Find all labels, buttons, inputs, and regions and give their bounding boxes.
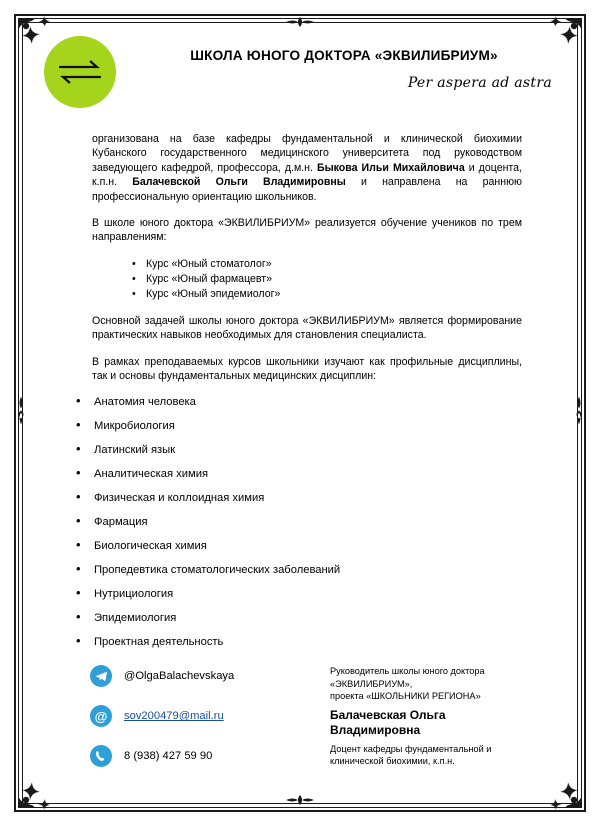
contact-row-phone[interactable] — [90, 743, 320, 769]
list-item: • Анатомия человека — [68, 395, 560, 419]
list-item: • Нутрициология — [68, 587, 560, 611]
contact-row-email[interactable] — [90, 703, 320, 729]
main-task-paragraph: Основной задачей школы юного доктора «ЭКВИЛИБРИУМ» является формирование практических навыков необходимых для становления специалиста. — [92, 314, 522, 342]
contacts-block — [90, 663, 320, 783]
responsible-role-line-1: Руководитель школы юного доктора — [330, 666, 485, 677]
phone-icon — [90, 745, 112, 767]
responsible-block — [320, 663, 560, 783]
intro-part-1: организована на базе кафедры фундаментальной и клинической биохимии Кубанского государственного медицинского университета под руководством заведующего кафедрой, профессора, д.м.н. — [92, 133, 522, 174]
motto-text: Per aspera ad astra — [407, 75, 552, 91]
edge-ornament-icon — [280, 793, 320, 811]
disciplines-intro-paragraph: В рамках преподаваемых курсов школьники изучают как профильные дисциплины, так и основы фундаментальных медицинских дисциплин: — [92, 355, 522, 383]
list-item: • Курс «Юный стоматолог» — [132, 257, 522, 272]
header-text-block — [116, 36, 560, 91]
list-item: • Аналитическая химия — [68, 467, 560, 491]
intro-part-3: и направлена на раннюю профессиональную ориентацию школьников. — [92, 176, 523, 203]
telegram-icon — [90, 665, 112, 687]
list-item: • Курс «Юный фармацевт» — [132, 272, 522, 287]
leader-name-balachevskaya: Балачевской Ольги Владимировны — [132, 176, 346, 189]
leader-name-bykov: Быкова Ильи Михайловича — [316, 161, 465, 174]
responsible-name — [330, 708, 560, 738]
course-list — [92, 257, 522, 302]
list-item: • Физическая и коллоидная химия — [68, 491, 560, 515]
disciplines-wrapper — [40, 395, 560, 659]
edge-ornament-icon — [573, 391, 585, 436]
telegram-handle: @OlgaBalachevskaya — [124, 670, 235, 683]
list-item: • Курс «Юный эпидемиолог» — [132, 287, 522, 302]
list-item: • Латинский язык — [68, 443, 560, 467]
edge-ornament-icon — [280, 15, 320, 33]
responsible-post-line-1: Доцент кафедры фундаментальной и — [330, 744, 492, 755]
responsible-role-line-3: проекта «ШКОЛЬНИКИ РЕГИОНА» — [330, 690, 481, 701]
directions-paragraph: В школе юного доктора «ЭКВИЛИБРИУМ» реализуется обучение учеников по трем направлениям: — [92, 217, 522, 244]
body-area — [40, 132, 560, 383]
email-address[interactable]: sov200479@mail.ru — [124, 710, 224, 723]
equilibrium-arrows-icon — [57, 58, 103, 86]
list-item: • Микробиология — [68, 419, 560, 443]
intro-part-2: и доцента, к.п.н. — [92, 161, 522, 189]
document-content — [40, 32, 560, 794]
intro-paragraph — [92, 132, 522, 204]
disciplines-list — [68, 395, 560, 659]
document-header — [40, 32, 560, 118]
email-icon: @ — [90, 705, 112, 727]
list-item: • Эпидемиология — [68, 611, 560, 635]
list-item: • Пропедевтика стоматологических заболеваний — [68, 563, 560, 587]
school-logo — [44, 36, 116, 108]
responsible-post-line-2: клинической биохимии, к.п.н. — [330, 756, 455, 767]
responsible-name-line-2: Владимировна — [330, 723, 421, 738]
document-footer — [40, 663, 560, 783]
list-item: • Фармация — [68, 515, 560, 539]
responsible-name-line-1: Балачевская Ольга — [330, 708, 446, 723]
contact-row-telegram[interactable] — [90, 663, 320, 689]
list-item: • Биологическая химия — [68, 539, 560, 563]
edge-ornament-icon — [15, 391, 27, 436]
list-item: • Проектная деятельность — [68, 635, 560, 659]
phone-number: 8 (938) 427 59 90 — [124, 750, 213, 763]
responsible-role-line-2: «ЭКВИЛИБРИУМ», — [330, 678, 413, 689]
page-title: ШКОЛА ЮНОГО ДОКТОРА «ЭКВИЛИБРИУМ» — [190, 48, 498, 63]
